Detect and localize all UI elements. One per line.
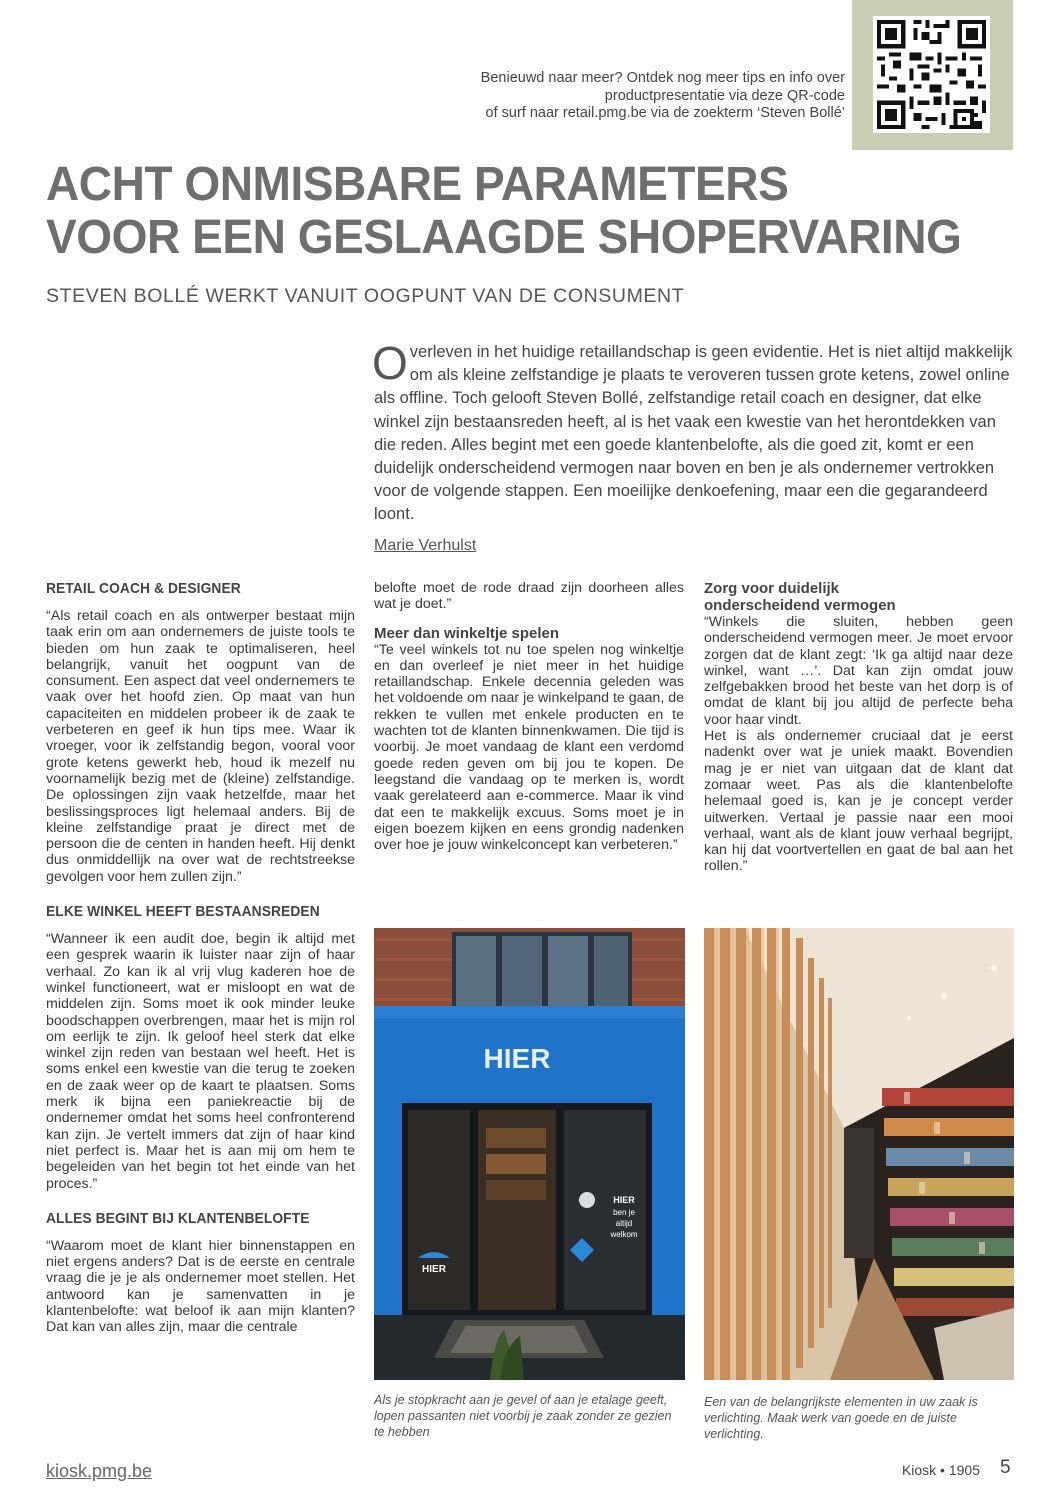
footer-url-link[interactable]: kiosk.pmg.be bbox=[46, 1461, 153, 1481]
window-text: welkom bbox=[610, 1230, 638, 1239]
article-title-line: ACHT ONMISBARE PARAMETERS bbox=[46, 158, 789, 211]
paragraph: “Te veel winkels tot nu toe spelen nog winkeltje en dan overleef je niet meer in het huidige retaillandschap. Enkele decennia geleden was het voldoende om naar je winkelpand te gaan, de rekken te vullen met enkele producten en te wachten tot de klanten binnenkwamen. Die tijd is voorbij. Je moet vandaag de klant een verdomd goede reden geven om bij jou te kopen. De leegstand die vandaag op te merken is, wordt vaak gerelateerd aan e-commerce. Maar ik vind dat een te makkelijk excuus. Soms moet je in eigen boezem kijken en eens grondig nadenken over hoe je jouw winkelconcept kan verbeteren.” bbox=[374, 641, 684, 854]
qr-promo-line: Benieuwd naar meer? Ontdek nog meer tips en info over bbox=[480, 70, 845, 86]
section-heading: RETAIL COACH & DESIGNER bbox=[46, 580, 241, 597]
qr-code[interactable] bbox=[873, 16, 990, 133]
article-title-line: VOOR EEN GESLAAGDE SHOPERVARING bbox=[46, 211, 962, 264]
text-column-1 bbox=[46, 580, 355, 1336]
text-column-2 bbox=[374, 580, 684, 853]
paragraph: “Waarom moet de klant hier binnenstappen en niet ergens anders? Dat is de eerste en centrale vraag die je je als ondernemer moet stellen. Het antwoord kan je samenvatten in je klantenbelofte: wat beloof ik aan mijn klanten? Dat kan van alles zijn, maar die centrale bbox=[46, 1237, 355, 1336]
shop-interior-photo bbox=[704, 928, 1014, 1380]
text-column-3 bbox=[704, 580, 1013, 875]
article-subtitle: STEVEN BOLLÉ WERKT VANUIT OOGPUNT VAN DE CONSUMENT bbox=[46, 285, 685, 307]
author-byline[interactable]: Marie Verhulst bbox=[374, 537, 477, 554]
section-heading: ELKE WINKEL HEEFT BESTAANSREDEN bbox=[46, 903, 320, 921]
drop-cap: O bbox=[372, 337, 408, 389]
qr-promo-line: productpresentatie via deze QR-code bbox=[604, 87, 845, 104]
section-heading bbox=[704, 580, 1013, 614]
shop-sign-text: HIER bbox=[483, 1043, 551, 1074]
photo-caption: Als je stopkracht aan je gevel of aan je etalage geeft, lopen passanten niet voorbij je zaak zonder ze gezien te hebben bbox=[374, 1393, 672, 1439]
window-text: altijd bbox=[615, 1219, 633, 1228]
door-sign-text: HIER bbox=[422, 1264, 446, 1275]
qr-code-icon bbox=[873, 16, 990, 133]
section-heading-line: Zorg voor duidelijk bbox=[704, 580, 840, 597]
shop-facade-photo bbox=[374, 928, 685, 1380]
paragraph: “Als retail coach en als ontwerper bestaat mijn taak erin om aan ondernemers de juiste tools te bieden om hun zaak te optimaliseren, heel belangrijk, vanuit het oogpunt van de consument. Een aspect dat veel ondernemers te vaak over het hoofd zien. Op maat van hun capaciteiten en middelen probeer ik de zaak te verbeteren en geef ik hun tips mee. Waar ik vroeger, voor ik zelfstandig begon, vooral voor grote ketens gewerkt heb, houd ik mezelf nu voornamelijk bezig met de (kleine) zelfstandige. De oplossingen zijn vaak hetzelfde, maar het beslissingsproces ligt helemaal anders. Bij de kleine zelfstandige praat je direct met de persoon die de centen in handen heeft. Hij denkt dus onmiddellijk na over wat de rechtstreekse gevolgen voor hem zullen zijn.” bbox=[46, 608, 355, 885]
section-heading-line: onderscheidend vermogen bbox=[704, 597, 896, 614]
photo-caption: Een van de belangrijkste elementen in uw zaak is verlichting. Maak werk van goede en de juiste verlichting. bbox=[704, 1395, 978, 1441]
section-heading: ALLES BEGINT BIJ KLANTENBELOFTE bbox=[46, 1209, 310, 1227]
window-text: ben je bbox=[613, 1208, 635, 1217]
paragraph: “Wanneer ik een audit doe, begin ik altijd met een gesprek waarin ik luister naar zijn of haar verhaal. Zo kan ik al vrij vlug kaderen hoe de winkel functioneert, wat er misloopt en wat de middelen zijn. Soms moet ik ook minder leuke boodschappen overbrengen, maar het is mijn rol om eerlijk te zijn. Ik geloof heel sterk dat elke winkel zijn reden van bestaan wel heeft. Het is soms enkel een kwestie van die terug te zoeken en de zaak weer op de kaart te plaatsen. Soms merk ik bijna een paniekreactie bij de ondernemer omdat het soms heel confronterend kan zijn. Je vertelt immers dat zijn of haar kind niet perfect is. Maar het is aan mij om hem te begeleiden van het begin tot het einde van het proces.” bbox=[46, 931, 355, 1192]
section-heading: Meer dan winkeltje spelen bbox=[374, 624, 560, 642]
intro-text: verleven in het huidige retaillandschap is geen evidentie. Het is niet altijd makkelijk om als kleine zelfstandige je plaats te veroveren tussen grote ketens, zowel online als offline. Toch gelooft Steven Bollé, zelfstandige retail coach en designer, dat elke winkel zijn bestaansreden heeft, al is het vaak een kwestie van het herontdekken van die reden. Alles begint met een goede klantenbelofte, als die goed zit, komt er een duidelijk onderscheidend vermogen naar boven en ben je als ondernemer vertrokken voor de volgende stappen. Een moeilijke denkoefening, maar een die gegarandeerd loont. bbox=[374, 343, 1013, 524]
paragraph: belofte moet de rode draad zijn doorheen alles wat je doet.” bbox=[374, 580, 684, 613]
qr-promo-line: of surf naar retail.pmg.be via de zoekterm ‘Steven Bollé’ bbox=[485, 105, 845, 121]
paragraph: “Winkels die sluiten, hebben geen onderscheidend vermogen meer. Je moet ervoor zorgen dat de klant zegt: ‘Ik ga altijd naar deze winkel, want …’. Dat kan zijn omdat jouw zelfgebakken brood het beste van het dorp is of omdat de klant bij jou altijd de perfecte beha voor haar vindt. bbox=[704, 614, 1013, 728]
qr-promo-text bbox=[430, 70, 845, 123]
page-number: 5 bbox=[1000, 1457, 1011, 1478]
article-title bbox=[46, 158, 987, 264]
footer-issue: Kiosk • 1905 bbox=[901, 1462, 980, 1478]
paragraph: Het is als ondernemer cruciaal dat je eerst nadenkt over wat je uniek maakt. Bovendien mag je er niet van uitgaan dat de klant dat zomaar weet. Pas als die klantenbelofte helemaal goed is, kan je je concept verder uitwerken. Vertaal je passie naar een mooi verhaal, want als de klant jouw verhaal begrijpt, kan hij dat voortvertellen en gaat de bal aan het rollen.” bbox=[704, 728, 1013, 875]
article-intro bbox=[372, 337, 1014, 527]
window-text: HIER bbox=[613, 1195, 635, 1205]
